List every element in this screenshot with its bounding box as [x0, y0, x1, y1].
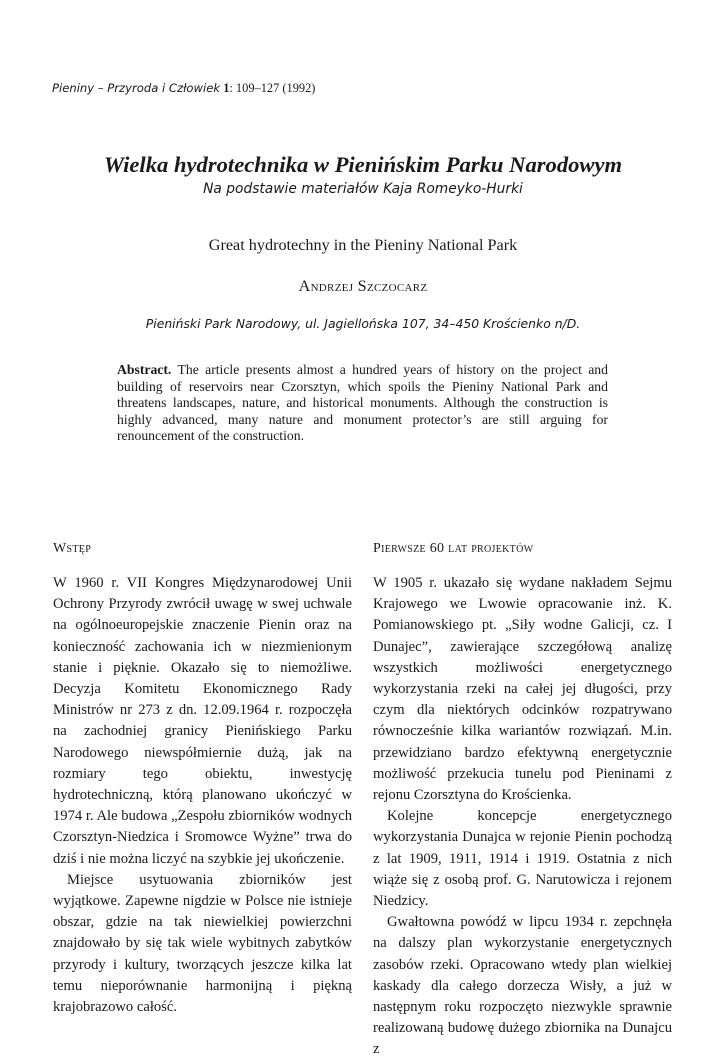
article-subtitle: Na podstawie materiałów Kaja Romeyko-Hurki [203, 181, 523, 197]
journal-citation [52, 81, 315, 96]
author-affiliation: Pieniński Park Narodowy, ul. Jagiellońska 107, 34–450 Krościenko n/D. [145, 316, 581, 331]
paragraph: W 1905 r. ukazało się wydane nakładem Sejmu Krajowego we Lwowie opracowanie inż. K. Pomianowskiego pt. „Siły wodne Galicji, cz. I Dunajec”, zawierające szczegółową analizę wszystkich możliwości energetycznego wykorzystania rzeki na całej jej długości, przy czym dla niektórych odcinków rozpatrywano równocześnie kilka wariantów rozwiązań. M.in. przewidziano bardzo efektywną energetycznie możliwość przekucia tunelu pod Pieninami z rejonu Czorsztyna do Krościenka. [373, 575, 672, 804]
article-title: Wielka hydrotechnika w Pienińskim Parku Narodowym [103, 152, 623, 177]
english-title: Great hydrotechny in the Pieniny National Park [208, 236, 518, 254]
left-column [53, 541, 352, 1018]
paragraph: Miejsce usytuowania zbiorników jest wyjątkowe. Zapewne nigdzie w Polsce nie istnieje obszar, gdzie na tak niewielkiej powierzchni znajdowało by się tak wiele wybitnych zabytków przyrody i kultury, tworzących jeszcze kilka lat temu nieporównanie harmonijną i piękną krajobrazowo całość. [53, 871, 352, 1016]
right-column [373, 541, 672, 1061]
section-heading-intro: Wstęp [53, 541, 92, 556]
author-name: Andrzej Szczocarz [298, 277, 428, 295]
journal-volume: 1 [223, 81, 230, 95]
paragraph: Gwałtowna powódź w lipcu 1934 r. zepchnęła na dalszy plan wykorzystanie energetycznych zasobów rzeki. Opracowano wtedy plan wielkiej kaskady dla całego dorzecza Wisły, a już w następnym roku rozpoczęto niezwykle sprawnie realizowaną budowę dużego zbiornika na Dunajcu z [373, 914, 672, 1058]
abstract-text: The article presents almost a hundred years of history on the project and building of reservoirs near Czorsztyn, which spoils the Pieniny National Park and threatens landscapes, nature, and historical monuments. Although the construction is highly advanced, many nature and monument protector’s are still arguing for renouncement of the construction. [117, 362, 608, 443]
journal-pages-year: : 109–127 (1992) [229, 81, 316, 95]
section-heading-first-60-years: Pierwsze 60 lat projektów [373, 541, 534, 556]
paragraph: Kolejne koncepcje energetycznego wykorzystania Dunajca w rejonie Pienin pochodzą z lat 1909, 1911, 1914 i 1919. Ostatnia z nich wiąże się z osobą prof. G. Narutowicza i rejonem Niedzicy. [373, 808, 672, 910]
abstract-label: Abstract. [117, 362, 172, 377]
paragraph: W 1960 r. VII Kongres Międzynarodowej Unii Ochrony Przyrody zwrócił uwagę w swej uchwale na ogólnoeuropejskie znaczenie Pienin oraz na konieczność zachowania ich w niezmienionym stanie i pięknie. Okazało się to niemożliwe. Decyzja Komitetu Ekonomicznego Rady Ministrów nr 273 z dn. 12.09.1964 r. rozpoczęła na zachodniej granicy Pienińskiego Parku Narodowego niewspółmiernie dużą, jak na rozmiary tego obiektu, inwestycję hydrotechniczną, którą planowano ukończyć w 1974 r. Ale budowa „Zespołu zbiorników wodnych Czorsztyn-Niedzica i Sromowce Wyżne” trwa do dziś i nie można liczyć na szybkie jej ukończenie. [53, 575, 352, 867]
journal-title: Pieniny – Przyroda i Człowiek [52, 81, 221, 95]
abstract [117, 362, 608, 445]
